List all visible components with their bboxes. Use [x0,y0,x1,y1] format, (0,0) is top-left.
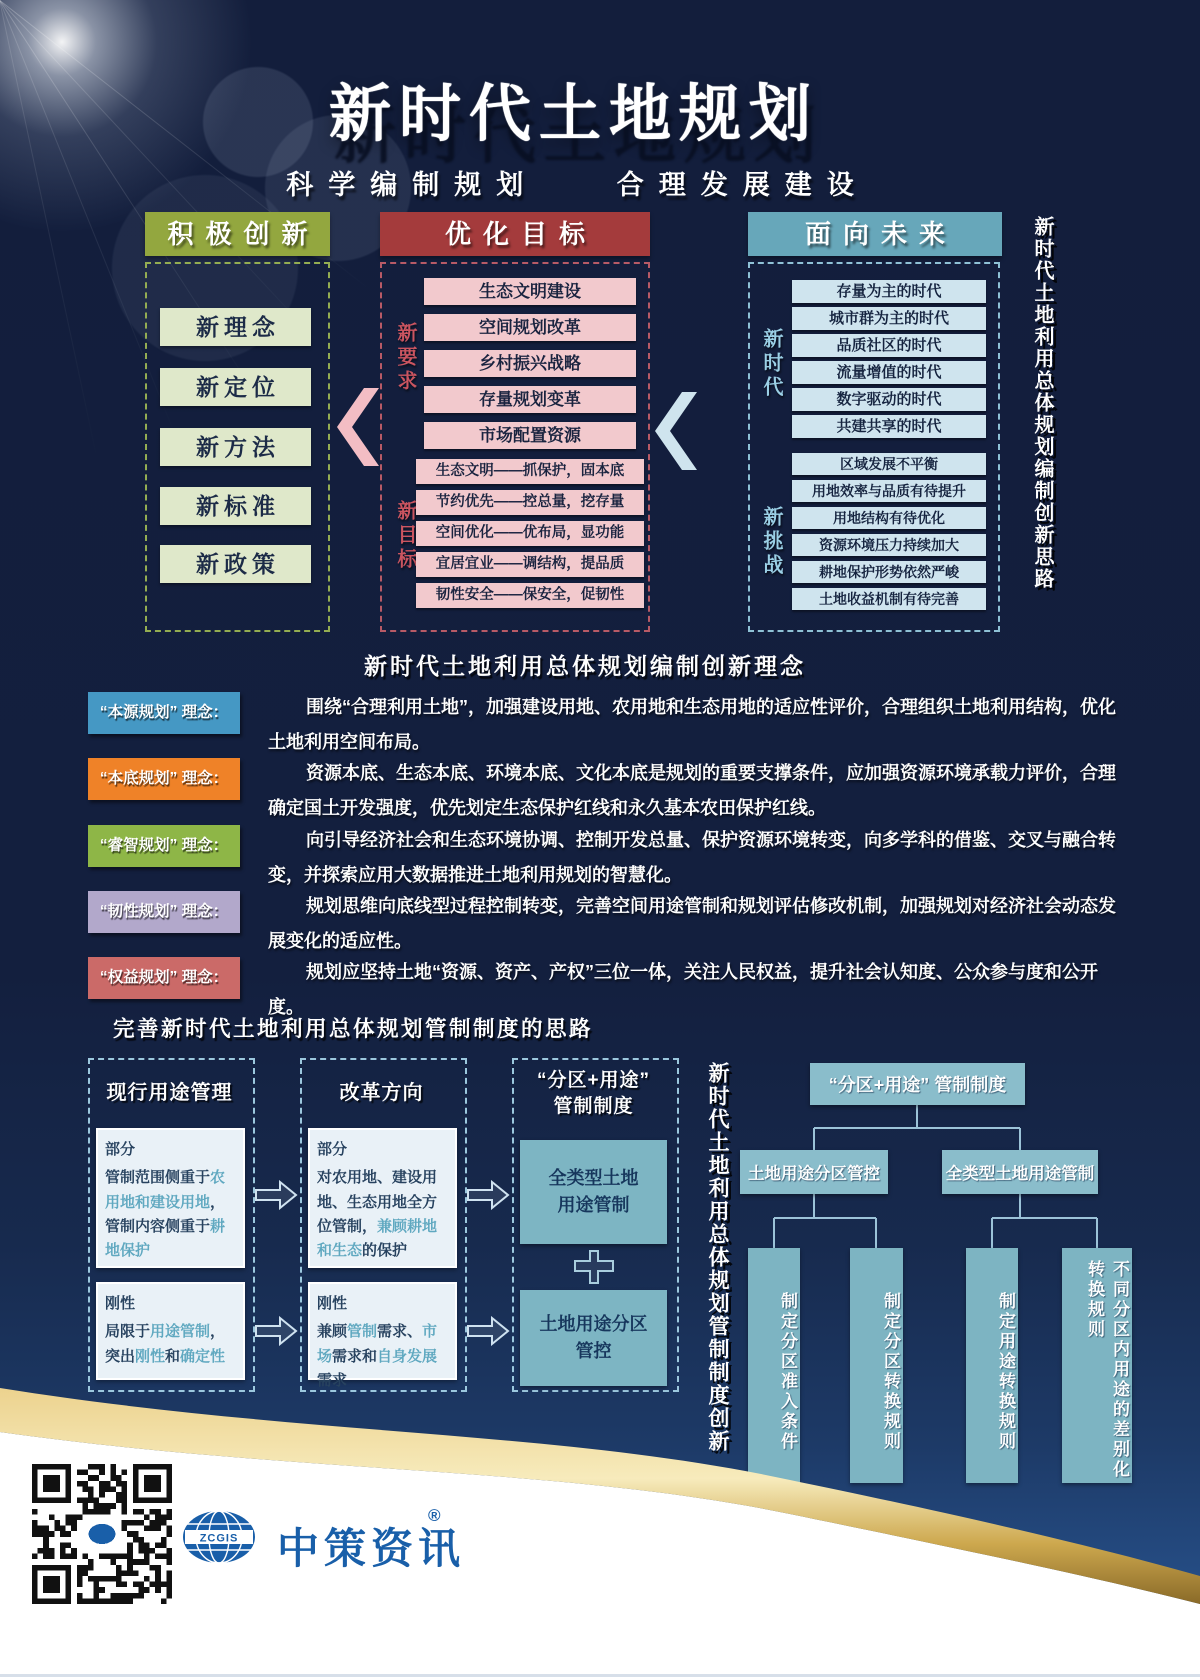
box-line: 全类型土地 [548,1168,639,1188]
group-label-new-challenges: 新挑战 [760,506,782,578]
concept-label-rights: “权益规划” 理念： [88,957,240,999]
goal-requirement-item: 存量规划变革 [424,386,636,413]
title-line: 管制制度 [553,1095,634,1117]
card-text-highlight: 用途管制 [150,1323,211,1341]
column-header-goals: 优化目标 [380,212,650,256]
future-era-item: 城市群为主的时代 [792,307,986,330]
card-text: ，突出 [105,1323,226,1365]
card-text: 兼顾 [317,1323,348,1341]
innovation-item: 新理念 [160,308,311,346]
card-text: 需求和 [332,1347,378,1365]
concept-text-origin: 围绕“合理利用土地”，加强建设用地、农用地和生态用地的适应性评价，合理组织土地利用结构，优化土地利用空间布局。 [268,697,1116,752]
future-challenge-item: 资源环境压力持续加大 [792,534,986,556]
concept-label-origin: “本源规划” 理念： [88,692,240,734]
card-text-highlight: 农用地和建设用地 [105,1169,226,1211]
future-challenge-item: 区域发展不平衡 [792,453,986,475]
concept-text-smart: 向引导经济社会和生态环境协调、控制开发总量、保护资源环境转变，向多学科的借鉴、交叉与融合转变，并探索应用大数据推进土地利用规划的智慧化。 [268,830,1116,885]
box-line: 土地用途分区 [539,1314,648,1334]
concept-text-rights: 规划应坚持土地“资源、资产、产权”三位一体，关注人民权益，提升社会认知度、公众参与度和公开度。 [268,962,1098,1017]
title-line: “分区+用途” [536,1070,651,1091]
card-text: 需求 [317,1371,348,1389]
subtitle-right: 合理发展建设 [616,170,869,200]
future-era-item: 共建共享的时代 [792,415,986,438]
card-title: 部分 [317,1141,348,1158]
card-text-highlight: 耕地保护 [105,1217,226,1260]
innovation-item: 新标准 [160,487,311,525]
goal-target-item: 宜居宜业——调结构，提品质 [416,552,644,577]
brand-name: 中策资讯 [277,1525,466,1572]
innovation-item: 新方法 [160,428,311,466]
goal-requirement-item: 市场配置资源 [424,422,636,449]
card-text-highlight: 管制 [347,1323,378,1341]
tree-leaf-access-conditions: 制定分区准入条件 [748,1248,800,1483]
svg-text:ZCGIS: ZCGIS [199,1532,239,1545]
card-title: 部分 [105,1141,136,1158]
future-era-item: 流量增值的时代 [792,361,986,384]
future-challenge-item: 土地收益机制有待完善 [792,588,986,610]
tree-root: “分区+用途” 管制制度 [810,1063,1025,1105]
concept-text-resilience: 规划思维向底线型过程控制转变，完善空间用途管制和规划评估修改机制，加强规划对经济社会动态发展变化的适应性。 [268,896,1116,951]
card-title: 刚性 [105,1295,136,1312]
registered-trademark-icon: ® [428,1506,441,1525]
group-label-new-requirements: 新要求 [394,322,416,394]
group-label-new-era: 新时代 [760,328,782,400]
future-challenge-item: 用地效率与品质有待提升 [792,480,986,502]
qr-code-image [32,1464,172,1604]
card-text-highlight: 兼顾耕地和生态 [317,1217,438,1260]
card-text-highlight: 自身发展 [377,1347,438,1365]
goal-requirement-item: 空间规划改革 [424,314,636,341]
subtitle-left: 科学编制规划 [286,170,539,200]
box-line: 用途管制 [557,1195,630,1215]
concept-text-baseline: 资源本底、生态本底、环境本底、文化本底是规划的重要支撑条件，应加强资源环境承载力评价，合理确定国土开发强度，优先划定生态保护红线和永久基本农田保护红线。 [268,763,1116,818]
group-label-new-targets: 新目标 [394,500,416,572]
zcgis-logo-icon [182,1510,256,1564]
concept-label-resilience: “韧性规划” 理念： [88,891,240,933]
concept-label-baseline: “本底规划” 理念： [88,758,240,800]
goal-requirement-item: 乡村振兴战略 [424,350,636,377]
goal-target-item: 韧性安全——保安全，促韧性 [416,583,644,608]
future-challenge-item: 用地结构有待优化 [792,507,986,529]
box-line: 管控 [575,1341,612,1361]
reform-direction-title: 改革方向 [339,1082,424,1104]
card-text: 和 [165,1347,181,1365]
tree-node-all-type: 全类型土地用途管制 [942,1150,1098,1194]
card-text-highlight: 刚性 [135,1347,166,1365]
innovation-item: 新政策 [160,545,311,583]
card-text: 的保护 [362,1242,408,1260]
goal-requirement-item: 生态文明建设 [424,278,636,305]
side-note-regulation-innovation: 新时代土地利用总体规划管制制度创新 [706,1062,729,1453]
column-header-future: 面向未来 [748,212,1002,256]
concept-label-smart: “睿智规划” 理念： [88,825,240,867]
innovation-item: 新定位 [160,368,311,406]
regulation-heading: 完善新时代土地利用总体规划管制制度的思路 [113,1017,594,1041]
tree-node-zoning: 土地用途分区管控 [740,1150,888,1194]
card-text: 局限于 [105,1323,151,1341]
tree-leaf-zone-conversion: 制定分区转换规则 [850,1248,903,1483]
card-text-highlight: 确定性 [180,1347,226,1365]
goal-target-item: 生态文明——抓保护，固本底 [416,459,644,484]
card-title: 刚性 [317,1295,348,1312]
column-header-innovation: 积极创新 [145,212,330,256]
card-text: ，管制内容侧重于 [105,1193,226,1235]
future-era-item: 数字驱动的时代 [792,388,986,411]
future-era-item: 存量为主的时代 [792,280,986,303]
future-era-item: 品质社区的时代 [792,334,986,357]
side-note-planning-innovation: 新时代土地利用总体规划编制创新思路 [1031,216,1053,590]
tree-leaf-use-conversion: 制定用途转换规则 [966,1248,1018,1483]
goal-target-item: 节约优先——控总量，挖存量 [416,490,644,515]
card-text: 需求、 [377,1323,423,1341]
card-text-highlight: 市场 [317,1323,438,1365]
card-text: 对农用地、建设用地、生态用地全方位管制， [317,1169,438,1235]
future-challenge-item: 耕地保护形势依然严峻 [792,561,986,583]
concepts-heading: 新时代土地利用总体规划编制创新理念 [364,653,806,679]
goal-target-item: 空间优化——优布局，显功能 [416,521,644,546]
current-management-title: 现行用途管理 [106,1082,233,1104]
card-text: 管制范围侧重于 [105,1169,211,1187]
tree-leaf-differentiated-rules: 不同分区内用途的差别化转换规则 [1062,1248,1132,1483]
poster-title: 新时代土地规划 [328,80,819,149]
